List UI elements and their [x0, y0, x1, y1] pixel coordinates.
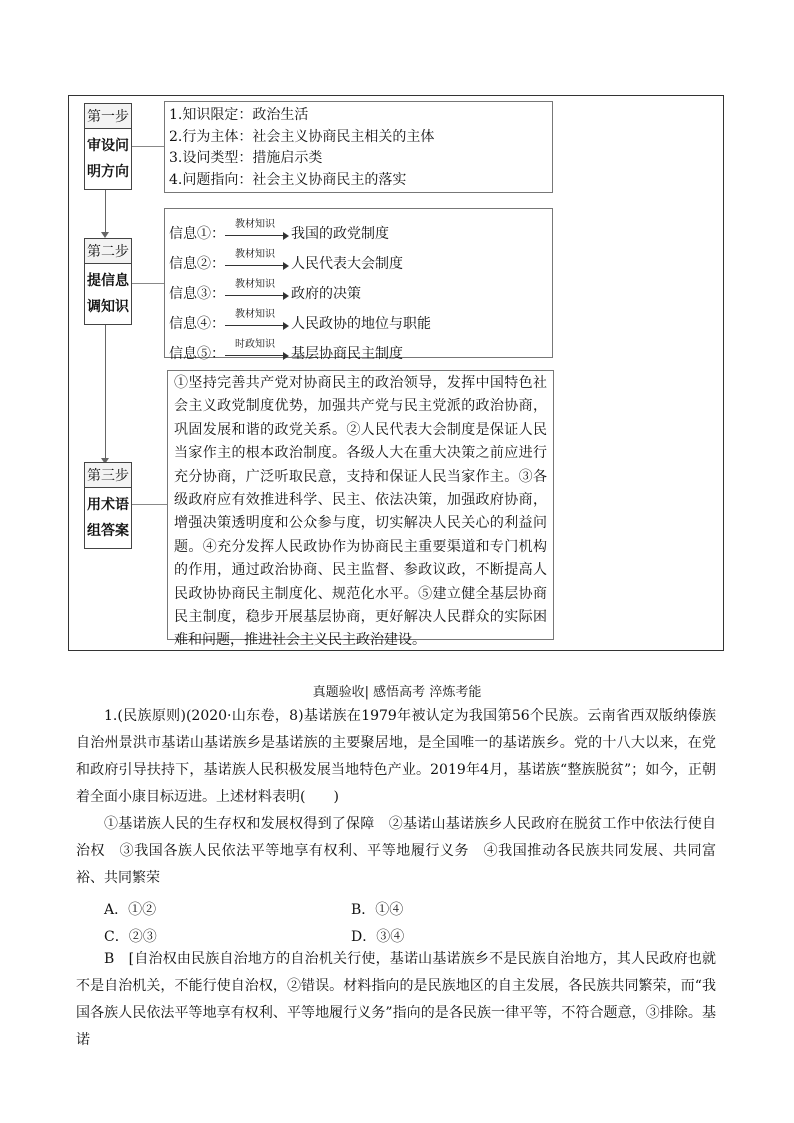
arrow-right-icon [225, 249, 289, 273]
info-row [169, 213, 548, 243]
question-statements: ①基诺族人民的生存权和发展权得到了保障 ②基诺山基诺族乡人民政府在脱贫工作中依法行使自治权 ③我国各族人民依法平等地享有权利、平等地履行义务 ④我国推动各民族共同发展、共同富裕、共同繁荣 [76, 816, 716, 886]
info-row [169, 333, 548, 363]
analysis-line: 2.行为主体：社会主义协商民主相关的主体 [169, 128, 435, 145]
section-title: 真题验收| 感悟高考 淬炼考能 [312, 685, 482, 700]
arrow-right-icon [225, 219, 289, 243]
step-body [84, 488, 132, 549]
step-heading: 第一步 [84, 103, 132, 129]
info-label: 信息③： [169, 286, 225, 302]
step-line: 提信息 [87, 273, 129, 289]
info-label: 信息①： [169, 226, 225, 242]
info-label: 信息②： [169, 256, 225, 272]
step-heading: 第三步 [84, 462, 132, 488]
question-analysis-box [164, 101, 553, 193]
info-row [169, 273, 548, 303]
analysis-line: 3.设问类型：措施启示类 [169, 150, 323, 166]
question-stem: 1.(民族原则)(2020·山东卷，8)基诺族在1979年被认定为我国第56个民族。云南省西双版纳傣族自治州景洪市基诺山基诺族乡是基诺族的主要聚居地，是全国唯一的基诺族乡。党的十八大以来，在党和政府引导扶持下，基诺族人民积极发展当地特色产业。2019年4月，基诺族“整族脱贫”；如今，正朝着全面小康目标迈进。上述材料表明( ) [76, 708, 716, 805]
step-2 [84, 238, 132, 325]
option-c[interactable]: C．②③ [104, 929, 157, 945]
step-line: 组答案 [87, 523, 129, 539]
bracket-line [132, 504, 167, 505]
bracket-line [132, 146, 164, 147]
arrow-tag: 教材知识 [235, 249, 275, 260]
arrow-right-icon [225, 339, 289, 363]
step-connector [105, 325, 106, 462]
answer-explanation: B [自治权由民族自治地方的自治机关行使，基诺山基诺族乡不是民族自治地方，其人民政府也就不是自治机关，不能行使自治权，②错误。材料指向的是民族地区的自主发展，各民族共同繁荣，而“我国各族人民依法平等地享有权利、平等地履行义务”指向的是各民族一律平等，不符合题意，③排除。基诺 [76, 951, 716, 1048]
info-label: 信息⑤： [169, 346, 225, 362]
info-text: 人民政协的地位与职能 [291, 316, 431, 332]
step-line: 明方向 [87, 164, 129, 180]
step-body [84, 129, 132, 190]
analysis-line: 1.知识限定：政治生活 [169, 107, 309, 123]
step-heading: 第二步 [84, 238, 132, 264]
bracket-line [132, 283, 164, 284]
info-text: 人民代表大会制度 [291, 256, 403, 272]
step-line: 调知识 [87, 299, 129, 315]
info-text: 政府的决策 [291, 286, 361, 302]
arrow-tag: 教材知识 [235, 219, 275, 230]
answer-box [167, 370, 554, 649]
info-text: 我国的政党制度 [291, 226, 389, 242]
info-row [169, 243, 548, 273]
analysis-line: 4.问题指向：社会主义协商民主的落实 [169, 171, 407, 188]
step-3 [84, 462, 132, 549]
step-1 [84, 103, 132, 190]
step-line: 用术语 [87, 497, 129, 513]
info-label: 信息④： [169, 316, 225, 332]
answer-paragraph: ①坚持完善共产党对协商民主的政治领导，发挥中国特色社会主义政党制度优势，加强共产党与民主党派的政治协商，巩固发展和谐的政党关系。②人民代表大会制度是保证人民当家作主的根本政治制度。各级人大在重大决策之前应进行充分协商，广泛听取民意，支持和保证人民当家作主。③各级政府应有效推进科学、民主、依法决策，加强政府协商，增强决策透明度和公众参与度，切实解决人民关心的利益问题。④充分发挥人民政协作为协商民主重要渠道和专门机构的作用，通过政治协商、民主监督、参政议政，不断提高人民政协协商民主制度化、规范化水平。⑤建立健全基层协商民主制度，稳步开展基层协商，更好解决人民群众的实际困难和问题，推进社会主义民主政治建设。 [174, 375, 547, 649]
info-text: 基层协商民主制度 [291, 346, 403, 362]
arrow-tag: 教材知识 [235, 309, 275, 320]
info-knowledge-box [164, 208, 553, 362]
arrow-tag: 教材知识 [235, 279, 275, 290]
info-row [169, 303, 548, 333]
option-a[interactable]: A．①② [104, 902, 157, 918]
arrow-right-icon [225, 279, 289, 303]
arrow-right-icon [225, 309, 289, 333]
option-d[interactable]: D．③④ [351, 929, 405, 945]
option-b[interactable]: B．①④ [351, 902, 404, 918]
arrow-tag: 时政知识 [235, 339, 275, 350]
step-body [84, 264, 132, 325]
step-line: 审设问 [87, 138, 129, 154]
